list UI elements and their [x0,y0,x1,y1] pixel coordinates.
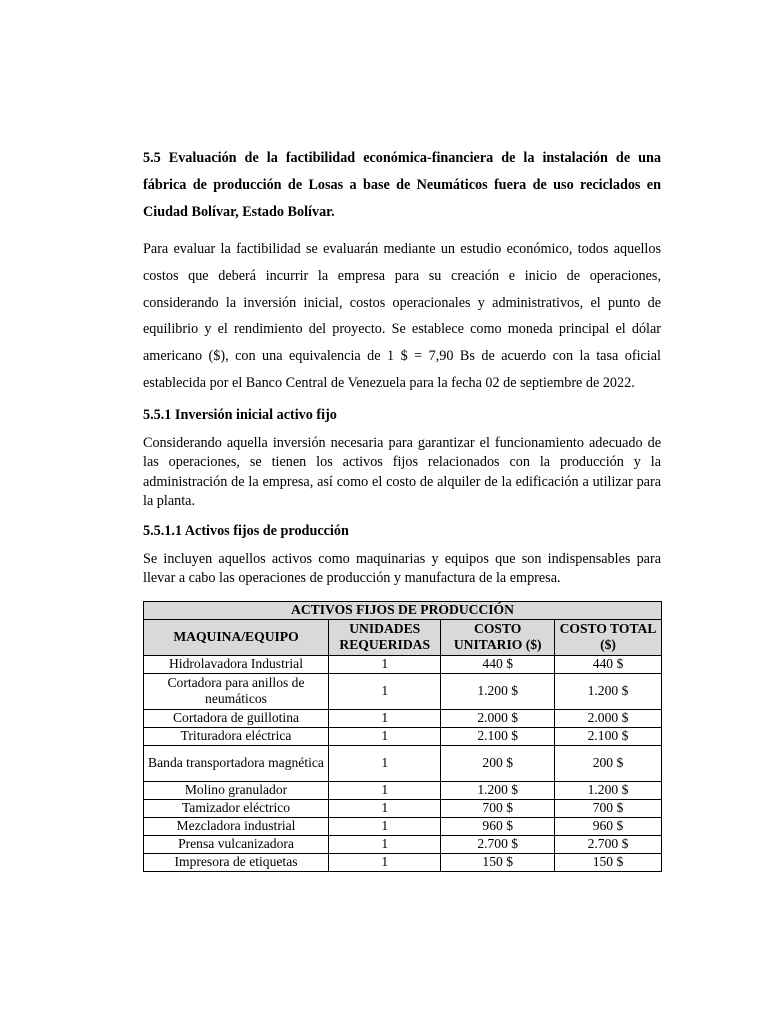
table-row [144,799,662,817]
cell-costo-total: 700 $ [554,799,661,817]
cell-costo-unitario: 200 $ [441,745,555,781]
cell-equipo: Prensa vulcanizadora [144,835,329,853]
cell-costo-total: 150 $ [554,853,661,871]
cell-costo-unitario: 1.200 $ [441,781,555,799]
cell-unidades: 1 [329,727,441,745]
subsubsection-paragraph: Se incluyen aquellos activos como maquinarias y equipos que son indispensables para llevar a cabo las operaciones de producción y manufactura de la empresa. [143,550,661,587]
header-equipo: MAQUINA/EQUIPO [144,619,329,655]
cell-equipo: Molino granulador [144,781,329,799]
cell-costo-total: 2.700 $ [554,835,661,853]
cell-equipo: Trituradora eléctrica [144,727,329,745]
table-title: ACTIVOS FIJOS DE PRODUCCIÓN [144,601,662,619]
cell-unidades: 1 [329,835,441,853]
table-row [144,835,662,853]
section-heading: 5.5 Evaluación de la factibilidad económica-financiera de la instalación de una fábrica de producción de Losas a base de Neumáticos fuera de uso reciclados en Ciudad Bolívar, Estado Bolívar. [143,150,661,220]
cell-equipo: Tamizador eléctrico [144,799,329,817]
fixed-assets-table [143,601,662,872]
cell-equipo: Banda transportadora magnética [144,745,329,781]
cell-equipo: Cortadora de guillotina [144,709,329,727]
table-row [144,781,662,799]
table-row [144,817,662,835]
cell-costo-total: 2.000 $ [554,709,661,727]
cell-costo-unitario: 440 $ [441,655,555,673]
cell-costo-unitario: 2.700 $ [441,835,555,853]
cell-unidades: 1 [329,781,441,799]
document-page [143,145,661,872]
table-row [144,745,662,781]
cell-equipo: Cortadora para anillos de neumáticos [144,673,329,709]
table-row [144,853,662,871]
cell-costo-total: 200 $ [554,745,661,781]
header-costo-total: COSTO TOTAL ($) [554,619,661,655]
section-intro-paragraph: Para evaluar la factibilidad se evaluarán mediante un estudio económico, todos aquellos costos que deberá incurrir la empresa para su creación e inicio de operaciones, considerando la inversión inicial, costos operacionales y administrativos, el punto de equilibrio y el rendimiento del proyecto. Se establece como moneda principal el dólar americano ($), con una equivalencia de 1 $ = 7,90 Bs de acuerdo con la tasa oficial establecida por el Banco Central de Venezuela para la fecha 02 de septiembre de 2022. [143,241,661,391]
cell-costo-total: 1.200 $ [554,781,661,799]
header-costo-unitario: COSTO UNITARIO ($) [441,619,555,655]
cell-unidades: 1 [329,853,441,871]
cell-costo-unitario: 1.200 $ [441,673,555,709]
header-unidades: UNIDADES REQUERIDAS [329,619,441,655]
cell-equipo: Impresora de etiquetas [144,853,329,871]
table-row [144,673,662,709]
subsection-heading: 5.5.1 Inversión inicial activo fijo [143,406,337,423]
cell-unidades: 1 [329,673,441,709]
cell-costo-total: 1.200 $ [554,673,661,709]
cell-unidades: 1 [329,655,441,673]
cell-costo-total: 2.100 $ [554,727,661,745]
subsection-paragraph: Considerando aquella inversión necesaria para garantizar el funcionamiento adecuado de las operaciones, se tienen los activos fijos relacionados con la producción y la administración de la empresa, así como el costo de alquiler de la edificación a utilizar para la planta. [143,434,661,510]
subsubsection-heading: 5.5.1.1 Activos fijos de producción [143,522,349,539]
cell-costo-unitario: 150 $ [441,853,555,871]
cell-costo-total: 960 $ [554,817,661,835]
table-row [144,655,662,673]
table-row [144,709,662,727]
cell-equipo: Hidrolavadora Industrial [144,655,329,673]
table-row [144,727,662,745]
cell-unidades: 1 [329,817,441,835]
cell-costo-unitario: 700 $ [441,799,555,817]
cell-unidades: 1 [329,745,441,781]
cell-unidades: 1 [329,709,441,727]
cell-costo-unitario: 2.100 $ [441,727,555,745]
cell-costo-total: 440 $ [554,655,661,673]
cell-costo-unitario: 2.000 $ [441,709,555,727]
cell-equipo: Mezcladora industrial [144,817,329,835]
cell-unidades: 1 [329,799,441,817]
cell-costo-unitario: 960 $ [441,817,555,835]
